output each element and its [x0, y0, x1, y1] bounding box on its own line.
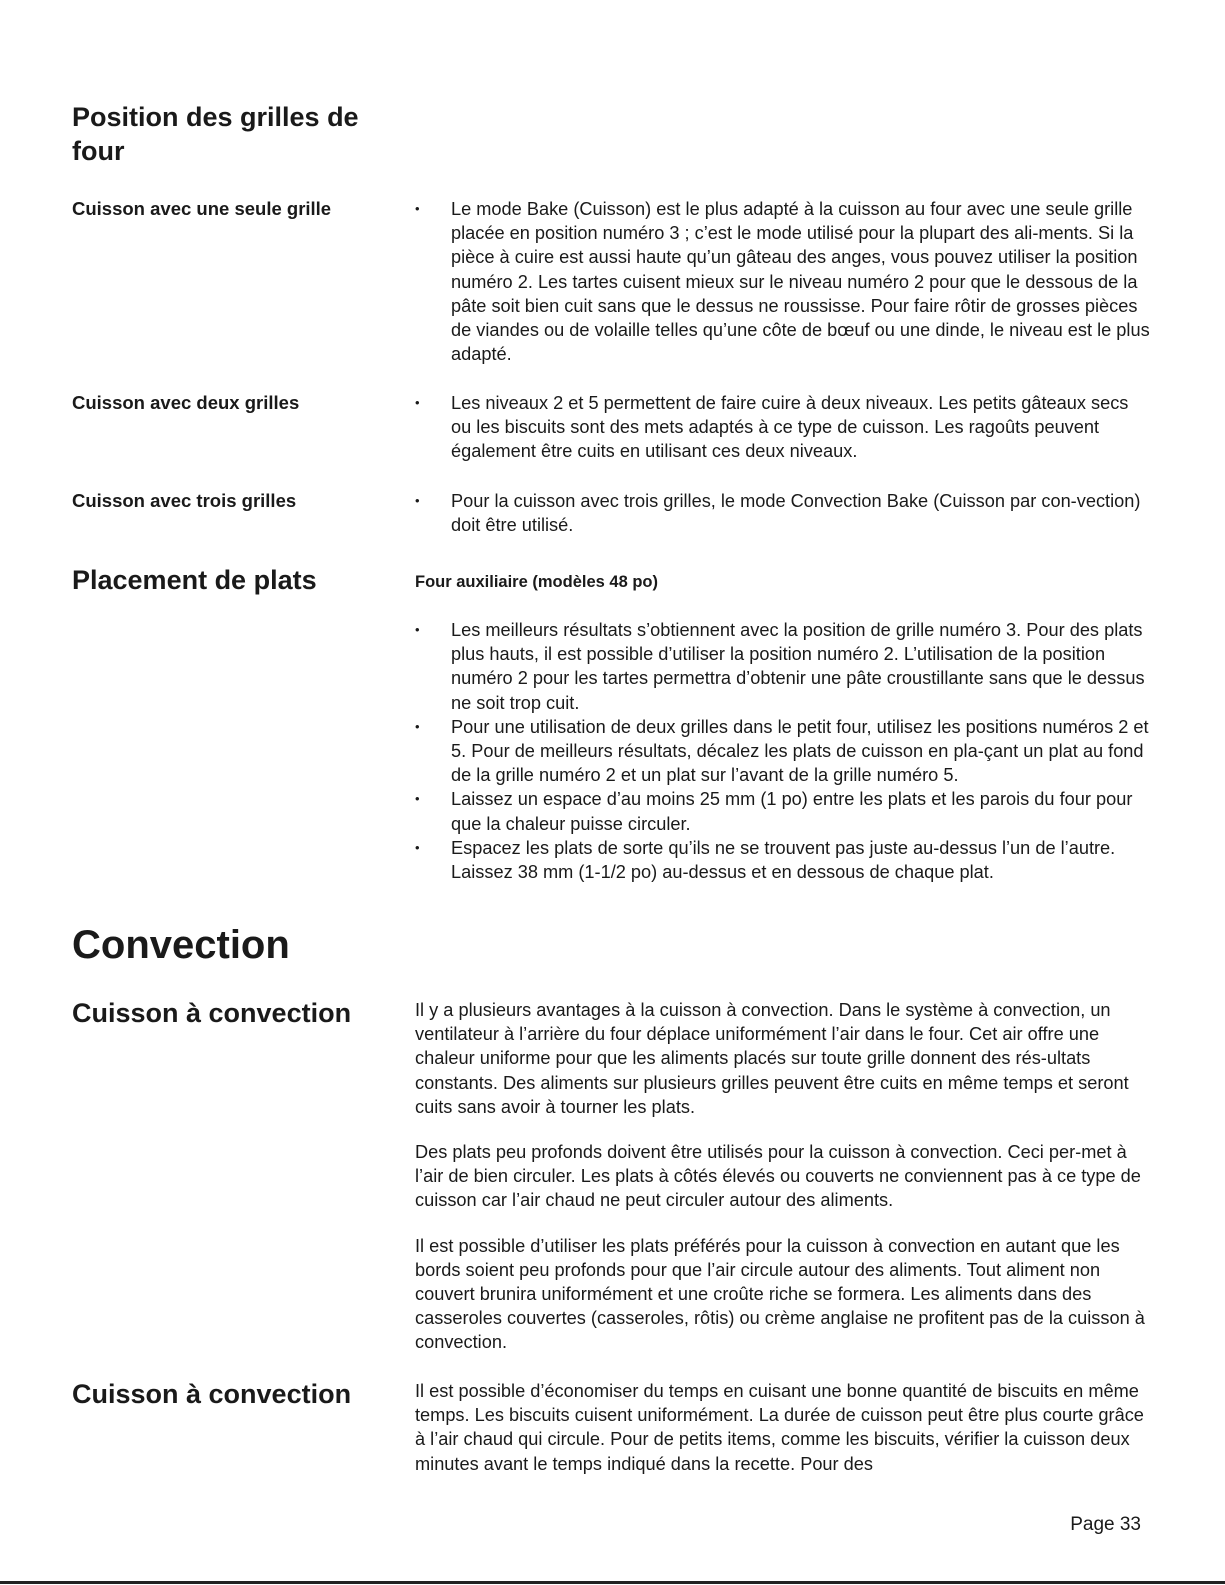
- bottom-rule: [0, 1581, 1225, 1584]
- single-rack-list: [415, 197, 1150, 366]
- placement-list: [415, 618, 1150, 884]
- paragraph: Il est possible d’économiser du temps en cuisant une bonne quantité de biscuits en même temps. Les biscuits cuisent uniformément. La durée de cuisson peut être plus courte grâce à l’air chaud qui circule. Pour de petits items, comme les biscuits, vérifier la cuisson deux minutes avant le temps indiqué dans la recette. Pour des: [415, 1381, 1144, 1474]
- section-title-position: Position des grilles de four: [72, 102, 359, 166]
- section-title-placement: Placement de plats: [72, 565, 317, 595]
- list-item: • Les meilleurs résultats s’obtiennent avec la position de grille numéro 3. Pour des plats plus hauts, il est possible d’utiliser la position numéro 2. L’utilisation de la position numéro 2 pour les tartes permettra d’obtenir une pâte croustillante sans que le dessus ne soit trop cuit.: [415, 618, 1150, 715]
- list-item: • Le mode Bake (Cuisson) est le plus adapté à la cuisson au four avec une seule grille placée en position numéro 3 ; c’est le mode utilisé pour la plupart des ali-ments. Si la pièce à cuire est aussi haute qu’un gâteau des anges, vous pouvez utiliser la position numéro 2. Les tartes cuisent mieux sur le niveau numéro 2 pour que le dessous de la pâte soit bien cuit sans que le dessus ne roussisse. Pour faire rôtir de grosses pièces de viandes ou de volaille telles qu’une côte de bœuf ou une dinde, le niveau est le plus adapté.: [415, 197, 1150, 366]
- convection-2-body: [415, 1379, 1150, 1476]
- list-item: • Laissez un espace d’au moins 25 mm (1 po) entre les plats et les parois du four pour que la chaleur puisse circuler.: [415, 787, 1150, 835]
- section-title-convection-1: Cuisson à convection: [72, 998, 352, 1028]
- paragraph: Il y a plusieurs avantages à la cuisson à convection. Dans le système à convection, un ventilateur à l’arrière du four déplace uniformément l’air dans le four. Cet air offre une chaleur uniforme pour que les aliments placés sur toute grille donnent des rés-ultats constants. Des aliments sur plusieurs grilles peuvent être cuits en même temps et seront cuits sans avoir à tourner les plats.: [415, 1000, 1129, 1117]
- page-number: Page 33: [1070, 1514, 1141, 1535]
- section-title-convection-2: Cuisson à convection: [72, 1379, 352, 1409]
- label-double-rack: Cuisson avec deux grilles: [72, 392, 300, 413]
- paragraph: Des plats peu profonds doivent être utilisés pour la cuisson à convection. Ceci per-met à l’air de bien circuler. Les plats à côtés élevés ou couverts ne conviennent pas à ce type de cuisson car l’air chaud ne peut circuler autour des aliments.: [415, 1142, 1141, 1211]
- triple-rack-list: [415, 489, 1150, 537]
- label-single-rack: Cuisson avec une seule grille: [72, 198, 332, 219]
- double-rack-list: [415, 391, 1150, 464]
- list-item: • Pour la cuisson avec trois grilles, le mode Convection Bake (Cuisson par con-vection) doit être utilisé.: [415, 489, 1150, 537]
- convection-1-body: [415, 998, 1150, 1355]
- list-item: • Les niveaux 2 et 5 permettent de faire cuire à deux niveaux. Les petits gâteaux secs ou les biscuits sont des mets adaptés à ce type de cuisson. Les ragoûts peuvent également être cuits en utilisant ces deux niveaux.: [415, 391, 1150, 464]
- label-triple-rack: Cuisson avec trois grilles: [72, 490, 297, 511]
- auxiliary-oven-subhead: Four auxiliaire (modèles 48 po): [415, 573, 658, 591]
- list-item: • Espacez les plats de sorte qu’ils ne se trouvent pas juste au-dessus l’un de l’autre. Laissez 38 mm (1-1/2 po) au-dessus et en dessous de chaque plat.: [415, 836, 1150, 884]
- chapter-title-convection: Convection: [72, 923, 290, 967]
- paragraph: Il est possible d’utiliser les plats préférés pour la cuisson à convection en autant que les bords soient peu profonds pour que l’air circule autour des aliments. Tout aliment non couvert brunira uniformément et une croûte riche se formera. Les aliments dans des casseroles couvertes (casseroles, rôtis) ou crème anglaise ne profitent pas de la cuisson à convection.: [415, 1235, 1145, 1353]
- list-item: • Pour une utilisation de deux grilles dans le petit four, utilisez les positions numéros 2 et 5. Pour de meilleurs résultats, décalez les plats de cuisson en pla-çant un plat au fond de la grille numéro 2 et un plat sur l’avant de la grille numéro 5.: [415, 715, 1150, 788]
